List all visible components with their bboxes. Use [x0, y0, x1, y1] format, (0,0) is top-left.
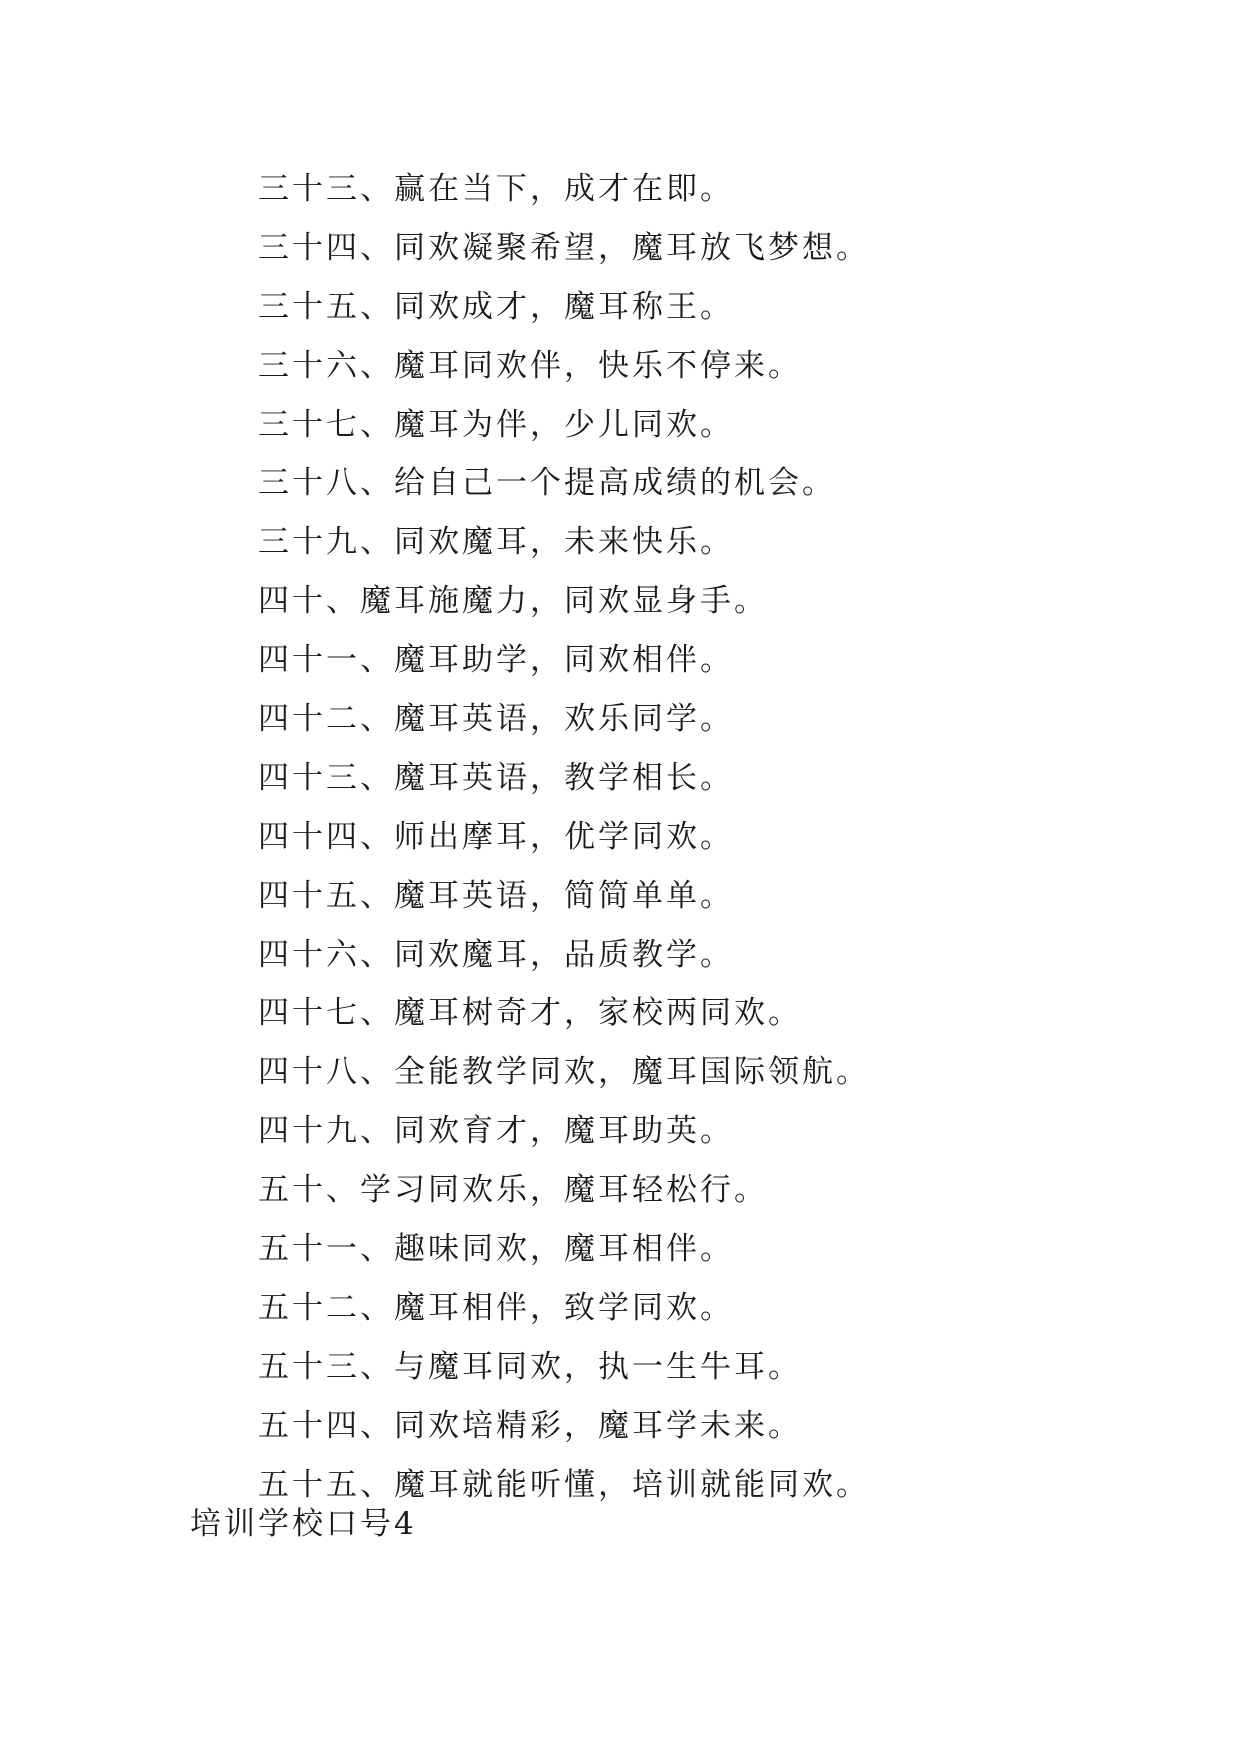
slogan-item: 三十八、给自己一个提高成绩的机会。	[258, 465, 836, 502]
slogan-item: 四十五、魔耳英语，简简单单。	[258, 877, 734, 914]
slogan-item: 五十一、趣味同欢，魔耳相伴。	[258, 1231, 734, 1268]
slogan-item: 三十九、同欢魔耳，未来快乐。	[258, 524, 734, 561]
slogan-item: 三十五、同欢成才，魔耳称王。	[258, 288, 734, 325]
slogan-item: 四十九、同欢育才，魔耳助英。	[258, 1113, 734, 1150]
slogan-item: 五十、学习同欢乐，魔耳轻松行。	[258, 1172, 768, 1209]
slogan-item: 四十七、魔耳树奇才，家校两同欢。	[258, 995, 802, 1032]
slogan-list	[258, 160, 870, 1514]
slogan-item: 四十八、全能教学同欢，魔耳国际领航。	[258, 1054, 870, 1091]
slogan-item: 四十、魔耳施魔力，同欢显身手。	[258, 583, 768, 620]
slogan-item: 三十四、同欢凝聚希望，魔耳放飞梦想。	[258, 229, 870, 266]
section-heading: 培训学校口号4	[190, 1506, 417, 1542]
slogan-item: 四十一、魔耳助学，同欢相伴。	[258, 642, 734, 679]
slogan-item: 五十三、与魔耳同欢，执一生牛耳。	[258, 1348, 802, 1385]
slogan-item: 四十三、魔耳英语，教学相长。	[258, 759, 734, 796]
slogan-item: 三十七、魔耳为伴，少儿同欢。	[258, 406, 734, 443]
slogan-item: 五十四、同欢培精彩，魔耳学未来。	[258, 1407, 802, 1444]
slogan-item: 四十二、魔耳英语，欢乐同学。	[258, 701, 734, 738]
slogan-item: 五十二、魔耳相伴，致学同欢。	[258, 1289, 734, 1326]
slogan-item: 四十六、同欢魔耳，品质教学。	[258, 936, 734, 973]
slogan-item: 五十五、魔耳就能听懂，培训就能同欢。	[258, 1466, 870, 1503]
slogan-item: 三十三、赢在当下，成才在即。	[258, 171, 734, 207]
slogan-item: 三十六、魔耳同欢伴，快乐不停来。	[258, 347, 802, 384]
slogan-item: 四十四、师出摩耳，优学同欢。	[258, 818, 734, 855]
